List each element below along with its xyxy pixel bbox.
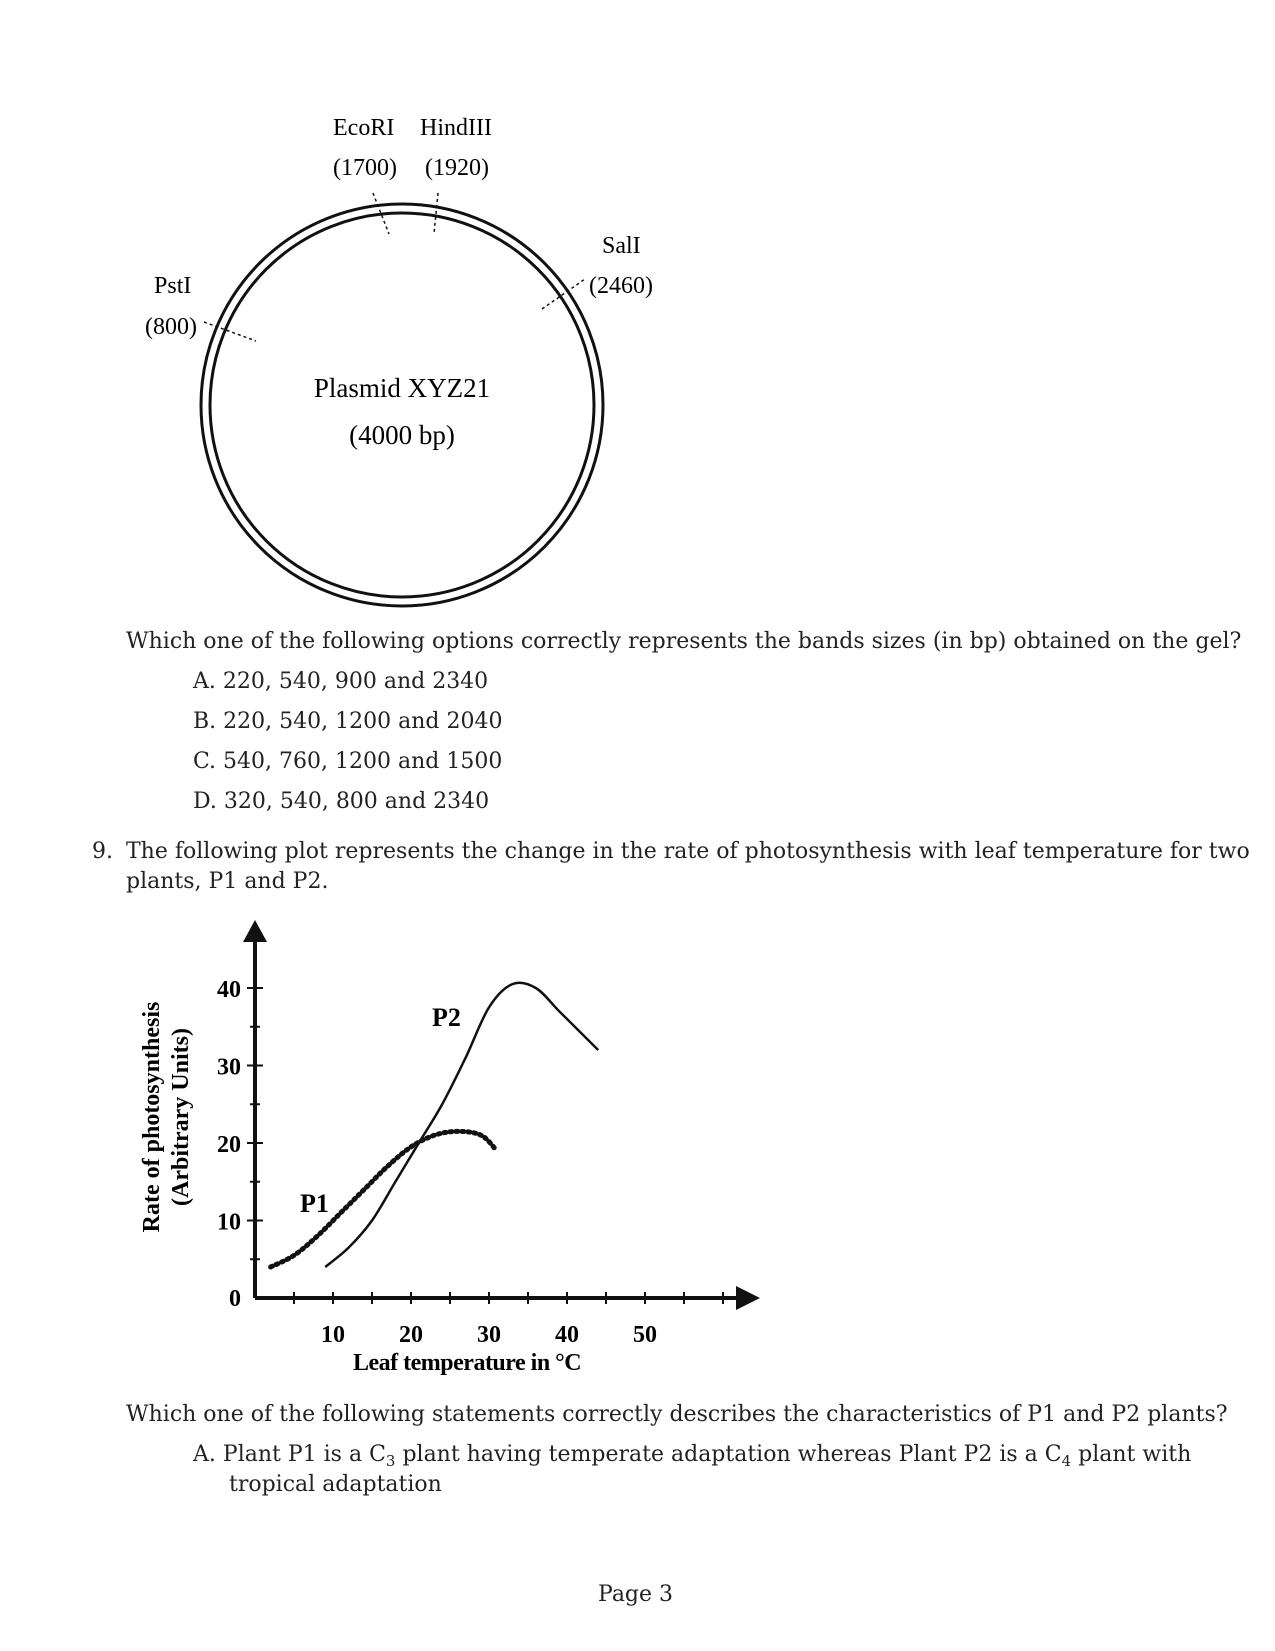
option-letter: B. <box>193 709 217 734</box>
option-letter: A. <box>193 1442 216 1467</box>
q8-option-a <box>193 669 488 694</box>
x-tick-label: 40 <box>555 1322 579 1348</box>
sali-position: (2460) <box>589 273 653 299</box>
hindiii-label: HindIII <box>420 115 492 141</box>
plasmid-inner-ring <box>210 213 594 597</box>
x-axis-arrow <box>736 1286 760 1310</box>
q9-number: 9. <box>92 839 113 864</box>
plasmid-outer-ring <box>201 204 603 606</box>
q8-option-c <box>193 749 502 774</box>
option-text-part2: plant having temperate adaptation whereas Plant P2 is a C <box>395 1442 1062 1467</box>
y-axis-label-line2: (Arbitrary Units) <box>168 1028 194 1206</box>
y-axis-arrow <box>243 920 267 942</box>
q8-option-b <box>193 709 502 734</box>
y-tick-label: 40 <box>217 977 241 1003</box>
x-tick-label: 10 <box>321 1322 345 1348</box>
option-text: 320, 540, 800 and 2340 <box>223 789 490 814</box>
q9-option-a-line2: tropical adaptation <box>229 1472 442 1497</box>
photosynthesis-chart <box>0 920 1275 1390</box>
q9-stem: Which one of the following statements correctly describes the characteristics of P1 and P2 plants? <box>126 1402 1228 1427</box>
q9-option-a <box>193 1442 1191 1470</box>
q9-intro-line1: The following plot represents the change in the rate of photosynthesis with leaf temperature for two <box>126 839 1250 864</box>
y-tick-label: 10 <box>217 1209 241 1236</box>
plasmid-diagram <box>0 0 1275 620</box>
tick-labels <box>217 977 657 1348</box>
option-letter: D. <box>193 789 217 814</box>
plasmid-name: Plasmid XYZ21 <box>313 373 491 403</box>
series-label-p2: P2 <box>432 1003 461 1032</box>
hindiii-site-marker <box>434 193 438 234</box>
y-axis-label-line1: Rate of photosynthesis <box>139 1001 165 1233</box>
subscript-4: 4 <box>1061 1452 1072 1470</box>
q8-stem: Which one of the following options correctly represents the bands sizes (in bp) obtained on the gel? <box>126 629 1242 654</box>
psti-label: PstI <box>154 273 192 299</box>
y-tick-label: 0 <box>229 1286 241 1312</box>
ecori-position: (1700) <box>333 155 397 181</box>
x-tick-label: 20 <box>399 1322 423 1348</box>
psti-position: (800) <box>145 314 197 340</box>
y-tick-label: 30 <box>217 1054 241 1081</box>
x-tick-label: 30 <box>477 1322 501 1348</box>
option-letter: C. <box>193 749 217 774</box>
subscript-3: 3 <box>385 1452 396 1470</box>
series-label-p1: P1 <box>300 1189 329 1218</box>
hindiii-position: (1920) <box>425 155 489 181</box>
option-text-part1: Plant P1 is a C <box>222 1442 386 1467</box>
option-text-part3: plant with <box>1071 1442 1192 1467</box>
x-tick-label: 50 <box>633 1322 657 1348</box>
q9-intro-line2: plants, P1 and P2. <box>126 869 329 894</box>
x-axis-label: Leaf temperature in °C <box>353 1350 582 1376</box>
option-text: 540, 760, 1200 and 1500 <box>223 749 503 774</box>
axis-ticks <box>247 988 723 1304</box>
q8-option-d <box>193 789 489 814</box>
sali-label: SalI <box>602 233 641 259</box>
option-text: 220, 540, 1200 and 2040 <box>223 709 503 734</box>
plasmid-size: (4000 bp) <box>349 420 455 450</box>
page-number: Page 3 <box>598 1582 674 1607</box>
option-text: 220, 540, 900 and 2340 <box>222 669 489 694</box>
option-letter: A. <box>193 669 216 694</box>
series-line-p2 <box>325 983 598 1267</box>
y-tick-label: 20 <box>217 1132 241 1158</box>
ecori-label: EcoRI <box>333 115 395 141</box>
